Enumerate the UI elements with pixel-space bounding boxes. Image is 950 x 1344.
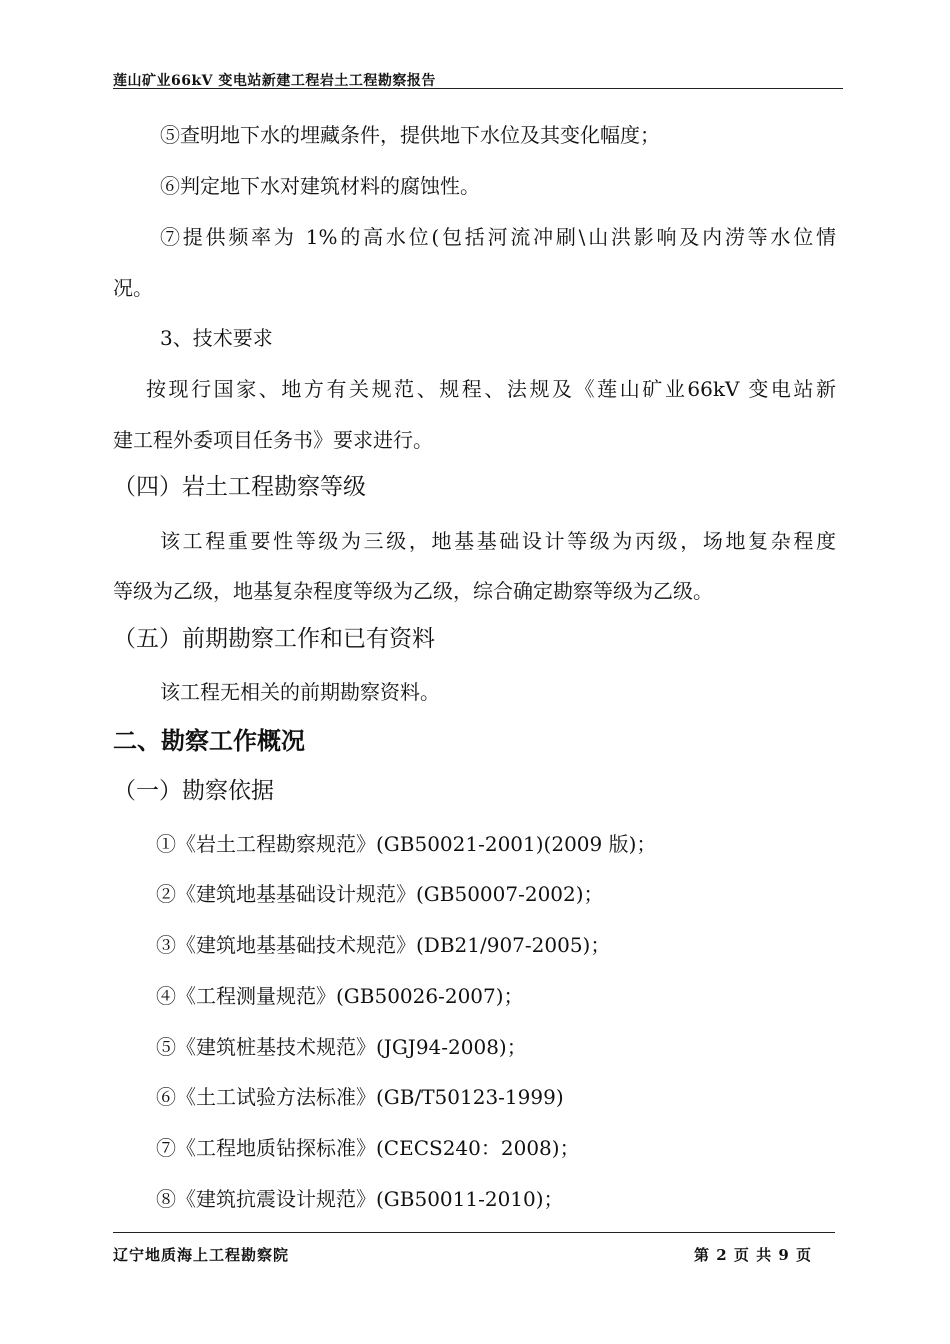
section-heading: （一）勘察依据 bbox=[113, 778, 274, 804]
footer-rule bbox=[113, 1232, 835, 1233]
paragraph-line: ⑥判定地下水对建筑材料的腐蚀性。 bbox=[160, 174, 480, 198]
paragraph-line: 等级为乙级，地基复杂程度等级为乙级，综合确定勘察等级为乙级。 bbox=[113, 579, 713, 603]
paragraph-line: 该工程重要性等级为三级，地基基础设计等级为丙级，场地复杂程度 bbox=[160, 529, 836, 553]
reference-item: ⑧《建筑抗震设计规范》(GB50011-2010)； bbox=[156, 1187, 564, 1211]
document-header: 莲山矿业66kV 变电站新建工程岩土工程勘察报告 bbox=[113, 73, 436, 89]
paragraph-line: 该工程无相关的前期勘察资料。 bbox=[160, 680, 440, 704]
footer-organization: 辽宁地质海上工程勘察院 bbox=[113, 1246, 290, 1264]
paragraph-line: ⑤查明地下水的埋藏条件，提供地下水位及其变化幅度； bbox=[160, 123, 660, 147]
section-heading: （四）岩土工程勘察等级 bbox=[113, 474, 366, 500]
paragraph-line: ⑦提供频率为 1%的高水位(包括河流冲刷\山洪影响及内涝等水位情 bbox=[160, 225, 836, 249]
reference-item: ②《建筑地基基础设计规范》(GB50007-2002)； bbox=[156, 882, 604, 906]
chapter-heading: 二、勘察工作概况 bbox=[113, 727, 305, 755]
reference-item: ④《工程测量规范》(GB50026-2007)； bbox=[156, 984, 524, 1008]
reference-item: ⑥《土工试验方法标准》(GB/T50123-1999) bbox=[156, 1085, 564, 1109]
section-heading: （五）前期勘察工作和已有资料 bbox=[113, 626, 435, 652]
header-rule bbox=[113, 88, 843, 89]
reference-item: ①《岩土工程勘察规范》(GB50021-2001)(2009 版)； bbox=[156, 832, 657, 856]
paragraph-line: 按现行国家、地方有关规范、规程、法规及《莲山矿业66kV 变电站新 bbox=[146, 377, 836, 401]
reference-item: ③《建筑地基基础技术规范》(DB21/907-2005)； bbox=[156, 933, 611, 957]
reference-item: ⑦《工程地质钻探标准》(CECS240：2008)； bbox=[156, 1136, 580, 1160]
paragraph-line: 况。 bbox=[113, 276, 153, 300]
reference-item: ⑤《建筑桩基技术规范》(JGJ94-2008)； bbox=[156, 1035, 527, 1059]
paragraph-line: 建工程外委项目任务书》要求进行。 bbox=[113, 428, 433, 452]
subsection-title: 3、技术要求 bbox=[160, 326, 273, 350]
page-number: 第 2 页 共 9 页 bbox=[694, 1246, 812, 1264]
